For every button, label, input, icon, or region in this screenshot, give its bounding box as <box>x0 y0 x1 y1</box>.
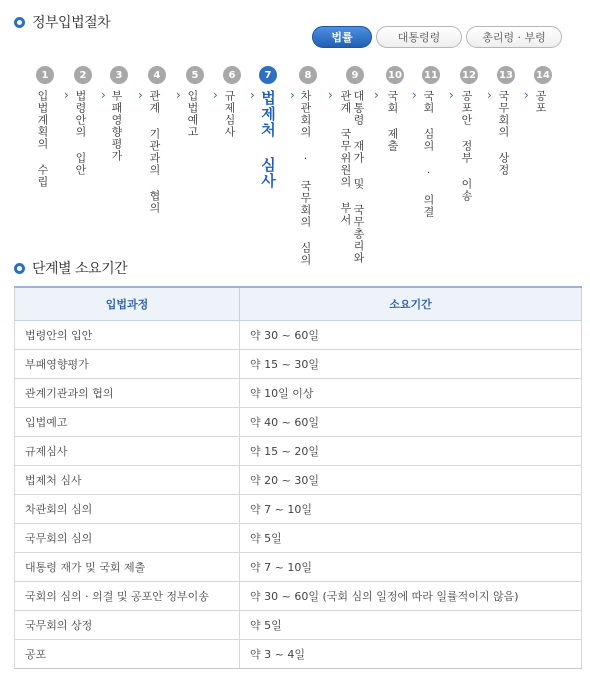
step-label: 공포안 정부 이송 <box>460 90 473 202</box>
tab-presidential-decree[interactable]: 대통령령 <box>376 26 462 48</box>
table-row <box>15 639 582 668</box>
table-row <box>15 465 582 494</box>
process-cell: 법령안의 입안 <box>15 320 240 349</box>
table-row <box>15 320 582 349</box>
step-7-current <box>259 66 283 189</box>
step-label: 관계 기관과의 협의 <box>148 90 161 214</box>
step-6 <box>223 66 243 138</box>
duration-cell: 약 5일 <box>240 610 582 639</box>
process-cell: 입법예고 <box>15 407 240 436</box>
chevron-right-icon: › <box>64 88 69 102</box>
step-number-badge-active: 7 <box>259 66 277 84</box>
duration-cell: 약 30 ~ 60일 <box>240 320 582 349</box>
step-9 <box>339 66 371 264</box>
tab-ministerial-decree[interactable]: 총리령 · 부령 <box>466 26 562 48</box>
step-number-badge: 12 <box>460 66 478 84</box>
step-label: 국회 심의 · 의결 <box>422 90 435 218</box>
duration-cell: 약 15 ~ 20일 <box>240 436 582 465</box>
step-13 <box>497 66 517 176</box>
table-row <box>15 407 582 436</box>
chevron-right-icon: › <box>328 88 333 102</box>
circle-bullet-icon <box>14 263 25 274</box>
step-5 <box>186 66 206 138</box>
step-3 <box>110 66 130 162</box>
chevron-right-icon: › <box>412 88 417 102</box>
step-number-badge: 1 <box>36 66 54 84</box>
process-cell: 관계기관과의 협의 <box>15 378 240 407</box>
step-label: 규제심사 <box>223 90 236 138</box>
duration-cell: 약 20 ~ 30일 <box>240 465 582 494</box>
step-number-badge: 2 <box>74 66 92 84</box>
chevron-right-icon: › <box>176 88 181 102</box>
process-cell: 대통령 재가 및 국회 제출 <box>15 552 240 581</box>
step-label: 공포 <box>534 90 547 114</box>
step-number-badge: 5 <box>186 66 204 84</box>
step-2 <box>74 66 94 176</box>
duration-cell: 약 10일 이상 <box>240 378 582 407</box>
step-label-active: 법제처 심사 <box>259 90 277 189</box>
step-label: 차관회의 · 국무회의 심의 <box>299 90 312 266</box>
step-1 <box>36 66 56 188</box>
step-label: 대통령 재가 및 국무총리와 관계 국무위원의 부서 <box>339 90 365 264</box>
step-8 <box>299 66 319 266</box>
chevron-right-icon: › <box>524 88 529 102</box>
duration-cell: 약 40 ~ 60일 <box>240 407 582 436</box>
table-row <box>15 378 582 407</box>
step-label: 국회 제출 <box>386 90 399 152</box>
process-cell: 규제심사 <box>15 436 240 465</box>
chevron-right-icon: › <box>138 88 143 102</box>
step-label: 입법예고 <box>186 90 199 138</box>
process-cell: 법제처 심사 <box>15 465 240 494</box>
circle-bullet-icon <box>14 17 25 28</box>
chevron-right-icon: › <box>487 88 492 102</box>
procedure-title-text: 정부입법절차 <box>32 15 111 31</box>
table-row <box>15 349 582 378</box>
duration-table <box>14 286 582 669</box>
table-row <box>15 523 582 552</box>
process-cell: 차관회의 심의 <box>15 494 240 523</box>
process-cell: 공포 <box>15 639 240 668</box>
duration-cell: 약 3 ~ 4일 <box>240 639 582 668</box>
duration-cell: 약 30 ~ 60일 (국회 심의 일정에 따라 일률적이지 않음) <box>240 581 582 610</box>
column-header-process: 입법과정 <box>15 287 240 320</box>
duration-section-title <box>14 258 127 278</box>
step-label: 법령안의 입안 <box>74 90 87 176</box>
process-cell: 국회의 심의 · 의결 및 공포안 정부이송 <box>15 581 240 610</box>
step-number-badge: 11 <box>422 66 440 84</box>
duration-cell: 약 15 ~ 30일 <box>240 349 582 378</box>
step-number-badge: 13 <box>497 66 515 84</box>
law-type-tabs <box>312 26 562 48</box>
process-cell: 국무회의 상정 <box>15 610 240 639</box>
step-number-badge: 14 <box>534 66 552 84</box>
duration-cell: 약 7 ~ 10일 <box>240 552 582 581</box>
chevron-right-icon: › <box>449 88 454 102</box>
procedure-steps <box>36 66 566 266</box>
chevron-right-icon: › <box>374 88 379 102</box>
step-label: 국무회의 상정 <box>497 90 510 176</box>
chevron-right-icon: › <box>250 88 255 102</box>
process-cell: 국무회의 심의 <box>15 523 240 552</box>
step-label: 부패영향평가 <box>110 90 123 162</box>
step-number-badge: 10 <box>386 66 404 84</box>
step-number-badge: 3 <box>110 66 128 84</box>
table-row <box>15 581 582 610</box>
process-cell: 부패영향평가 <box>15 349 240 378</box>
step-4 <box>148 66 168 214</box>
procedure-section-title <box>14 12 110 32</box>
chevron-right-icon: › <box>101 88 106 102</box>
duration-title-text: 단계별 소요기간 <box>32 261 128 277</box>
chevron-right-icon: › <box>213 88 218 102</box>
step-label: 입법계획의 수립 <box>36 90 49 188</box>
tab-law[interactable]: 법률 <box>312 26 372 48</box>
step-number-badge: 4 <box>148 66 166 84</box>
step-12 <box>460 66 480 202</box>
step-number-badge: 6 <box>223 66 241 84</box>
table-row <box>15 610 582 639</box>
duration-cell: 약 7 ~ 10일 <box>240 494 582 523</box>
step-14 <box>534 66 554 114</box>
chevron-right-icon: › <box>290 88 295 102</box>
column-header-duration: 소요기간 <box>240 287 582 320</box>
step-10 <box>386 66 406 152</box>
table-row <box>15 494 582 523</box>
step-number-badge: 8 <box>299 66 317 84</box>
table-row <box>15 552 582 581</box>
duration-cell: 약 5일 <box>240 523 582 552</box>
step-number-badge: 9 <box>346 66 364 84</box>
table-header-row <box>15 287 582 320</box>
table-row <box>15 436 582 465</box>
step-11 <box>422 66 442 218</box>
